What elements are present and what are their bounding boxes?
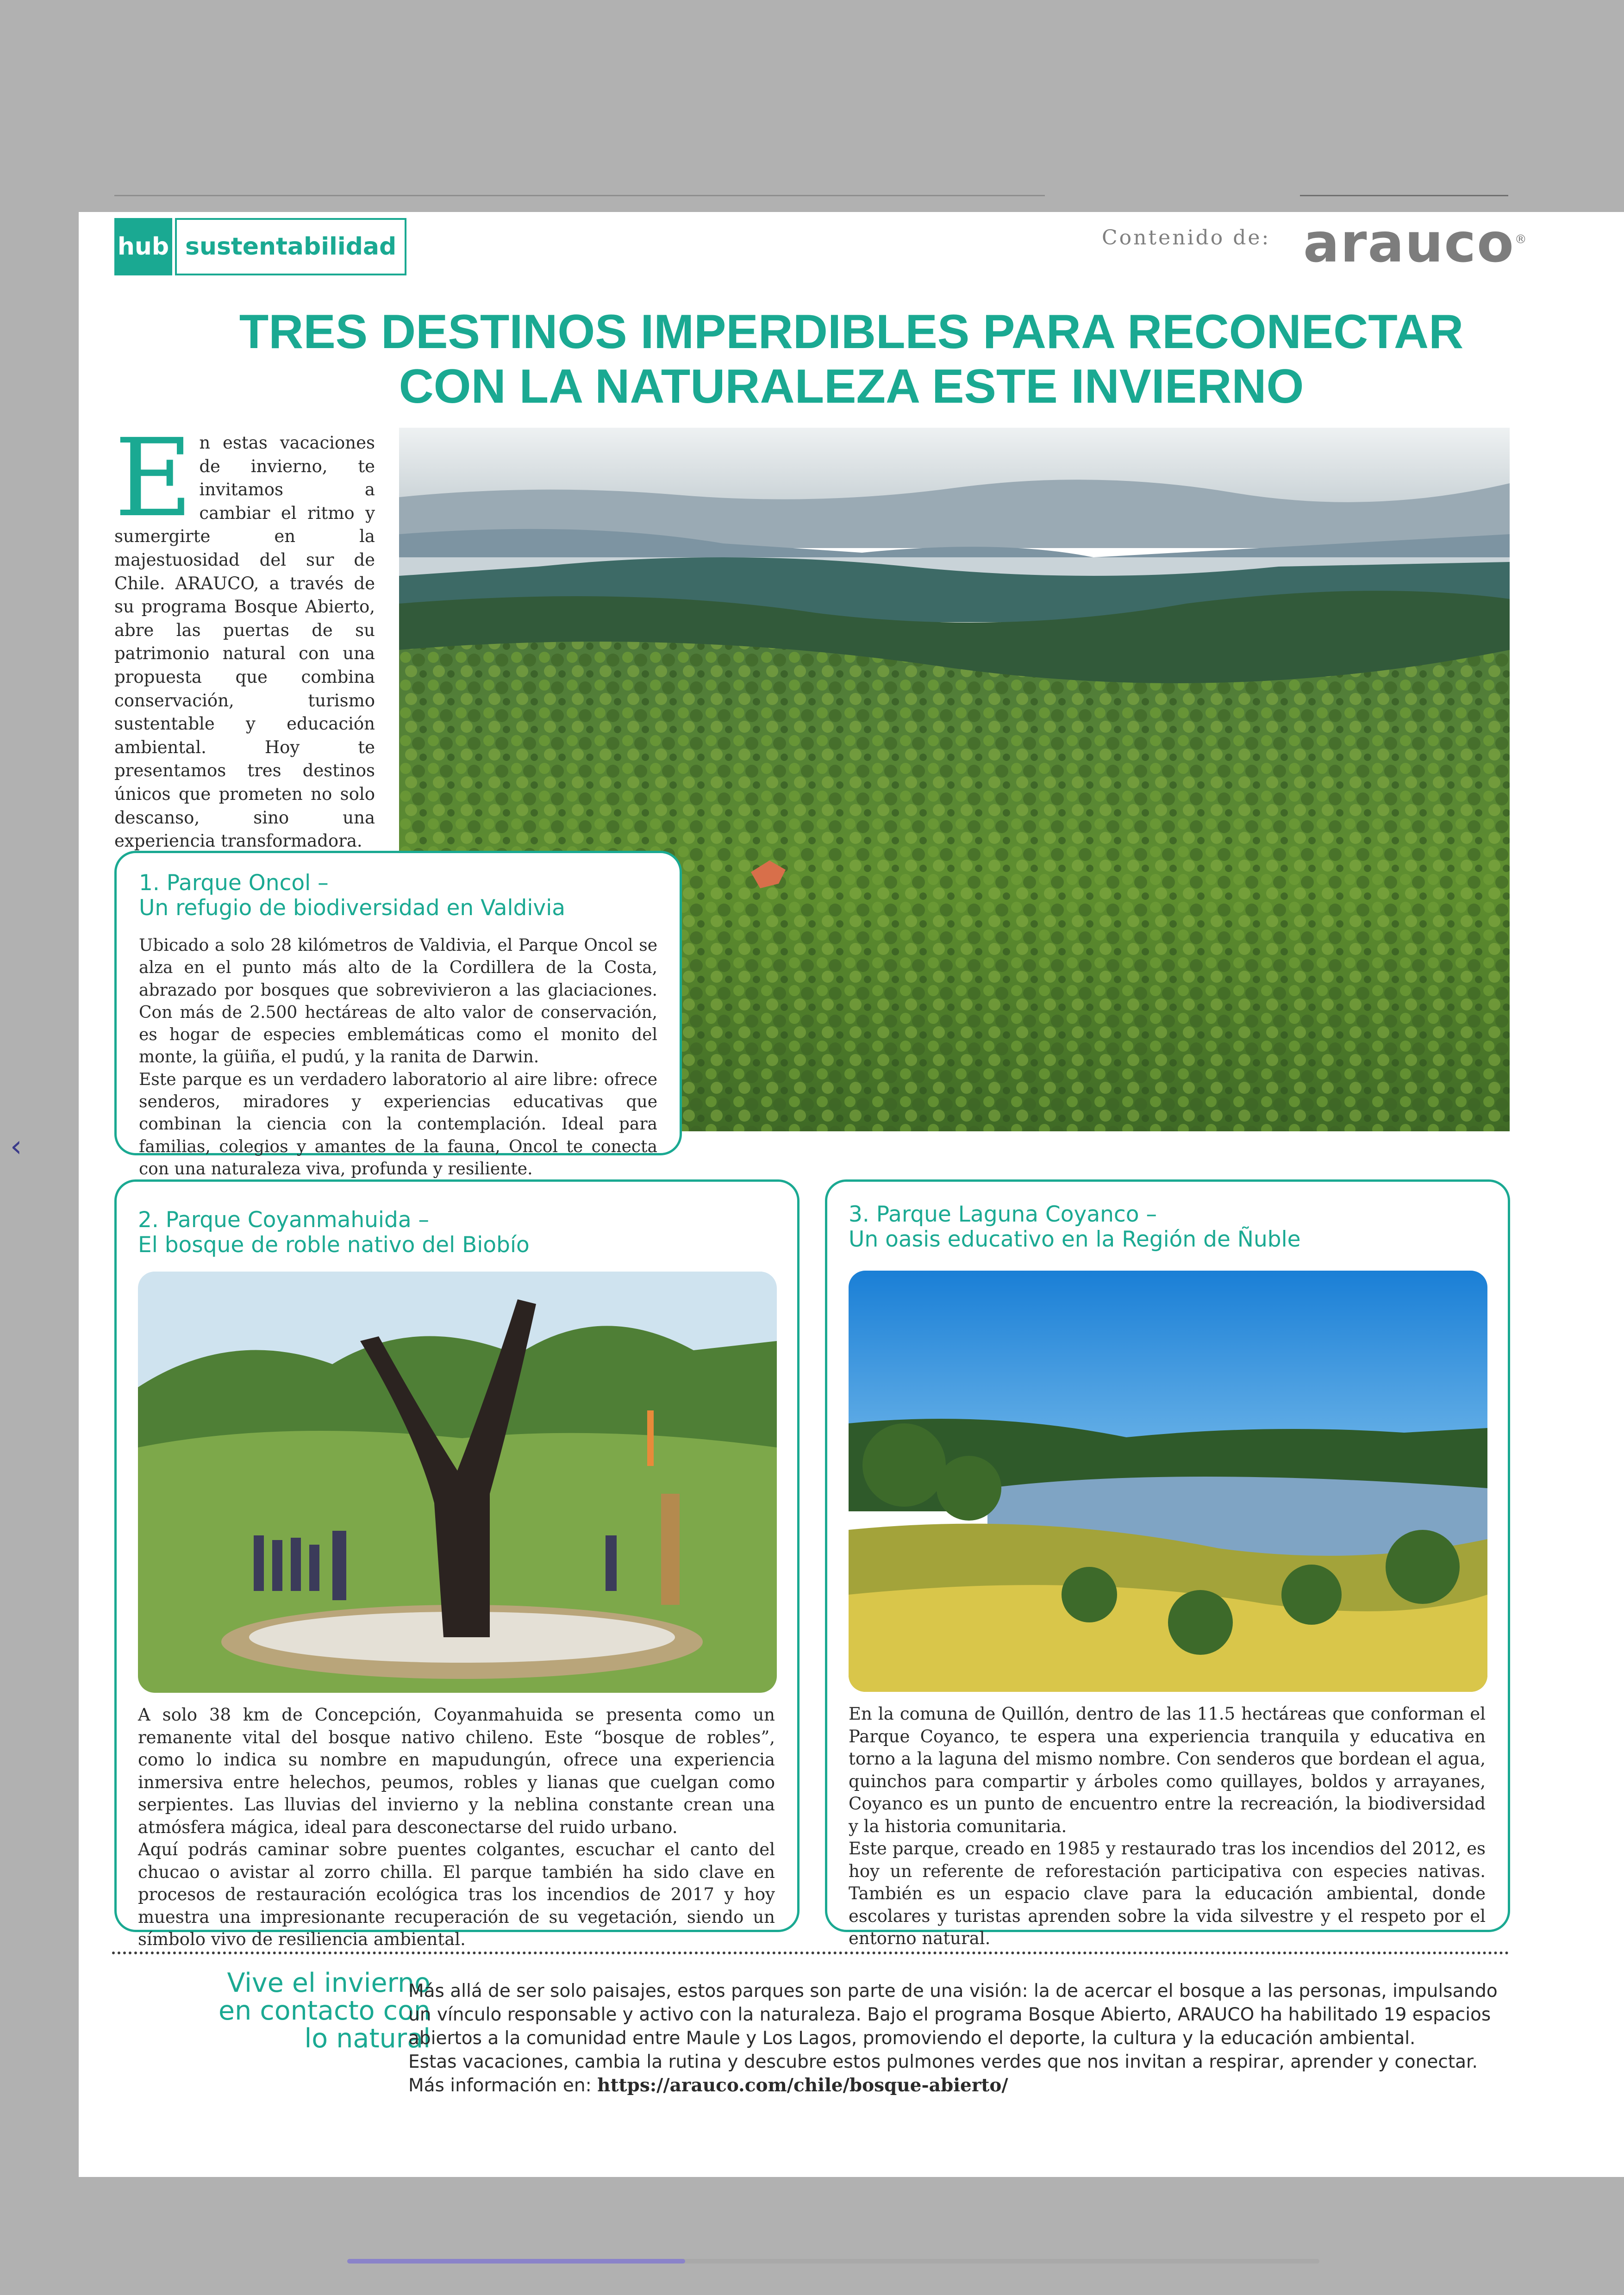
closing-heading-line-2: en contacto con: [219, 1996, 431, 2026]
card-oncol-paragraph-1: Ubicado a solo 28 kilómetros de Valdivia, el Parque Oncol se alza en el punto más alto de la Cordillera de la Costa, abrazado por bosques que sobrevivieron a las glaciaciones. Con más de 2.500 hectáreas de alto valor de conservación, es hogar de especies emblemáticas como el monito del monte, la güiña, el pudú, y la ranita de Darwin.: [139, 936, 657, 1067]
closing-heading-line-3: lo natural: [304, 2023, 431, 2054]
card-coyanco-heading-line-1: 3. Parque Laguna Coyanco –: [849, 1202, 1157, 1227]
logo-section: sustentabilidad: [175, 218, 406, 275]
dotted-divider: [112, 1952, 1509, 1954]
hub-sustentabilidad-logo: [114, 218, 406, 275]
top-divider: [114, 195, 1045, 196]
closing-heading: [167, 1969, 431, 2052]
intro-text: n estas vacaciones de invierno, te invitamos a cambiar el ritmo y sumergirte en la majestuosidad del sur de Chile. ARAUCO, a través de su programa Bosque Abierto, abre las puertas de su patrimonio natural con una propuesta que combina conservación, turismo sustentable y educación ambiental. Hoy te presentamos tres destinos únicos que prometen no solo descanso, sino una experiencia transformadora.: [114, 433, 375, 851]
card-oncol-heading-line-1: 1. Parque Oncol –: [139, 870, 329, 896]
registered-mark: ®: [1514, 232, 1528, 247]
photo-coyanmahuida: [138, 1272, 777, 1693]
photo-coyanmahuida-art: [138, 1272, 777, 1693]
more-info-link[interactable]: https://arauco.com/chile/bosque-abierto/: [597, 2075, 1008, 2096]
brand-name: arauco: [1303, 212, 1515, 274]
card-parque-laguna-coyanco: [825, 1179, 1510, 1948]
page-title: [79, 305, 1624, 414]
card-oncol-heading: [139, 871, 657, 921]
closing-paragraph-2: Estas vacaciones, cambia la rutina y descubre estos pulmones verdes que nos invitan a respirar, aprender y conectar.: [408, 2052, 1478, 2072]
logo-hub: hub: [114, 218, 172, 275]
card-oncol-heading-line-2: Un refugio de biodiversidad en Valdivia: [139, 895, 566, 921]
title-line-1: TRES DESTINOS IMPERDIBLES PARA RECONECTAR: [239, 305, 1464, 359]
arauco-logo: [1303, 212, 1528, 274]
card-coyanco-heading-line-2: Un oasis educativo en la Región de Ñuble: [849, 1227, 1301, 1252]
more-info-label: Más información en:: [408, 2075, 592, 2096]
prev-page-arrow-icon[interactable]: ‹: [10, 1129, 22, 1164]
card-coyanmahuida-heading-line-2: El bosque de roble nativo del Biobío: [138, 1232, 530, 1258]
magazine-page: [79, 212, 1624, 2177]
contenido-label: Contenido de:: [1102, 226, 1271, 249]
dropcap: E: [114, 416, 193, 541]
card-parque-coyanmahuida: [114, 1179, 800, 1949]
card-coyanmahuida-heading: [138, 1208, 775, 1258]
intro-paragraph: [114, 416, 375, 853]
title-line-2: CON LA NATURALEZA ESTE INVIERNO: [399, 360, 1304, 413]
card-coyanco-heading: [849, 1202, 1486, 1252]
card-coyanco-paragraph-1: En la comuna de Quillón, dentro de las 11.5 hectáreas que conforman el Parque Coyanco, te espera una experiencia tranquila y educativa en torno a la laguna del mismo nombre. Con senderos que bordean el agua, quinchos para compartir y árboles como quillayes, boldos y arrayanes, Coyanco es un punto de encuentro entre la recreación, la biodiversidad y la historia comunitaria.: [849, 1704, 1486, 1836]
top-divider-accent: [1300, 195, 1508, 196]
card-oncol-paragraph-2: Este parque es un verdadero laboratorio al aire libre: ofrece senderos, miradores y experiencias educativas que combinan la ciencia con la contemplación. Ideal para familias, colegios y amantes de la fauna, Oncol te conecta con una naturaleza viva, profunda y resiliente.: [139, 1070, 657, 1179]
closing-paragraph-1: Más allá de ser solo paisajes, estos parques son parte de una visión: la de acercar el bosque a las personas, impulsando un vínculo responsable y activo con la naturaleza. Bajo el programa Bosque Abierto, ARAUCO ha habilitado 19 espacios abiertos a la comunidad entre Maule y Los Lagos, promoviendo el deporte, la cultura y la educación ambiental.: [408, 1981, 1498, 2049]
card-coyanmahuida-paragraph-2: Aquí podrás caminar sobre puentes colgantes, escuchar el canto del chucao o avistar al zorro chilla. El parque también ha sido clave en procesos de restauración ecológica tras los incendios de 2017 y hoy muestra una impresionante recuperación de su vegetación, siendo un símbolo vivo de resiliencia ambiental.: [138, 1840, 775, 1949]
closing-heading-line-1: Vive el invierno: [227, 1968, 431, 1998]
card-coyanco-paragraph-2: Este parque, creado en 1985 y restaurado tras los incendios del 2012, es hoy un referente de reforestación participativa con especies nativas. También es un espacio clave para la educación ambiental, donde escolares y turistas aprenden sobre la vida silvestre y el respeto por el entorno natural.: [849, 1839, 1486, 1948]
card-coyanmahuida-paragraph-1: A solo 38 km de Concepción, Coyanmahuida se presenta como un remanente vital del bosque nativo chileno. Este “bosque de robles”, como lo indica su nombre en mapudungún, ofrece una experiencia inmersiva entre helechos, peumos, robles y lianas que cuelgan como serpientes. Las lluvias del invierno y la neblina constante crean una atmósfera mágica, ideal para desconectarse del ruido urbano.: [138, 1705, 775, 1837]
photo-coyanco: [849, 1271, 1487, 1692]
closing-paragraph: [408, 1979, 1510, 2097]
photo-coyanco-art: [849, 1271, 1487, 1692]
card-coyanmahuida-heading-line-1: 2. Parque Coyanmahuida –: [138, 1207, 430, 1233]
card-parque-oncol: [114, 851, 682, 1179]
scrollbar-thumb[interactable]: [347, 2259, 685, 2264]
more-info-line: [408, 2074, 1510, 2097]
